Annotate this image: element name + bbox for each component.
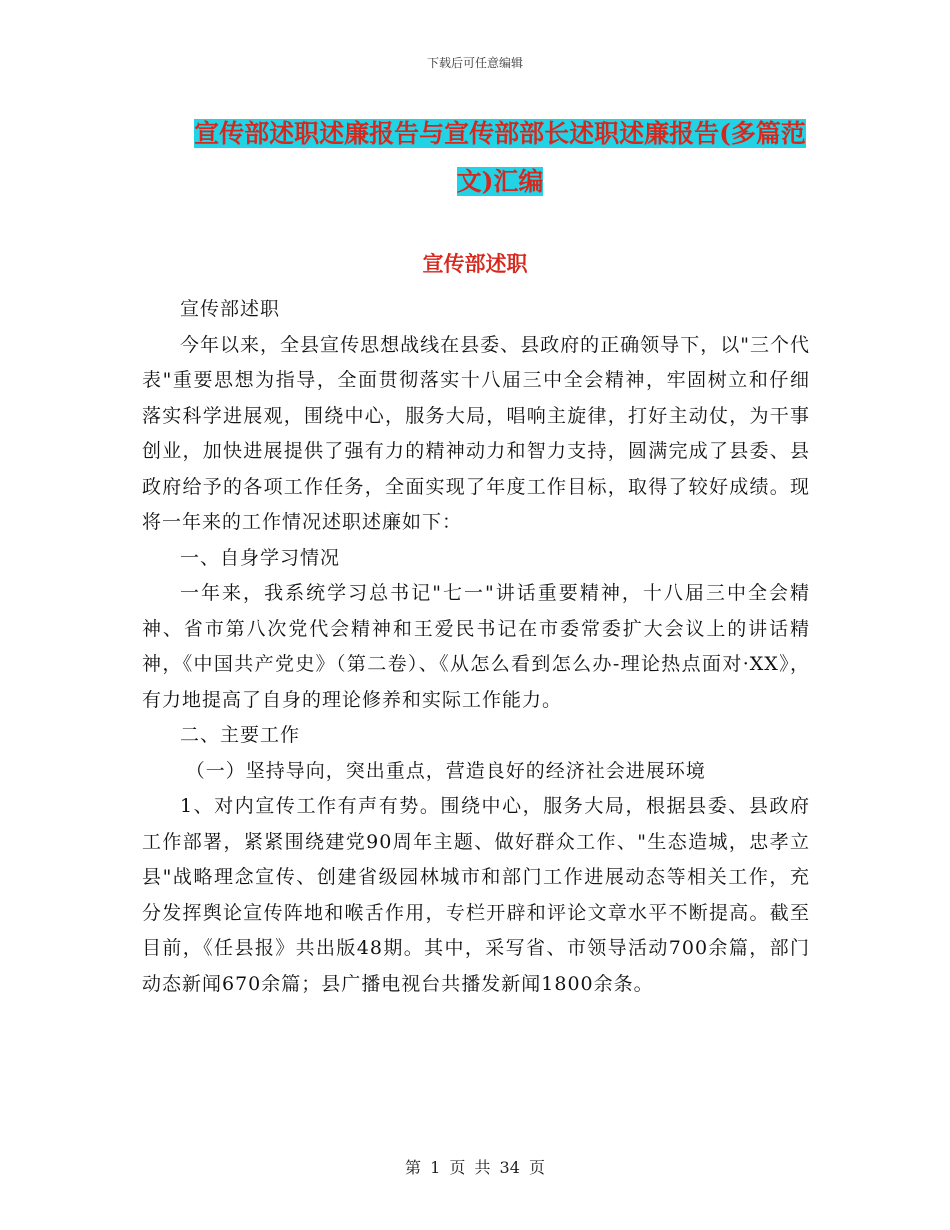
paragraph-heading: 二、主要工作: [180, 724, 301, 746]
document-body: [142, 292, 810, 1002]
paragraph: 1、对内宣传工作有声有势。围绕中心，服务大局，根据县委、县政府工作部署，紧紧围绕建党90周年主题、做好群众工作、"生态造城，忠孝立县"战略理念宣传、创建省级园林城市和部门工作进展动态等相关工作，充分发挥舆论宣传阵地和喉舌作用，专栏开辟和评论文章水平不断提高。截至目前，《任县报》共出版48期。其中，采写省、市领导活动700余篇，部门动态新闻670余篇；县广播电视台共播发新闻1800余条。: [142, 795, 810, 995]
paragraph: 今年以来，全县宣传思想战线在县委、县政府的正确领导下，以"三个代表"重要思想为指导，全面贯彻落实十八届三中全会精神，牢固树立和仔细落实科学进展观，围绕中心，服务大局，唱响主旋律，打好主动仗，为干事创业，加快进展提供了强有力的精神动力和智力支持，圆满完成了县委、县政府给予的各项工作任务，全面实现了年度工作目标，取得了较好成绩。现将一年来的工作情况述职述廉如下：: [142, 333, 810, 533]
paragraph-subheading: （一）坚持导向，突出重点，营造良好的经济社会进展环境: [185, 759, 706, 782]
section-title: 宣传部述职: [422, 251, 528, 276]
paragraph-heading: 一、自身学习情况: [180, 546, 341, 569]
page-number-footer: 第 1 页 共 34 页: [405, 1158, 545, 1177]
paragraph: 一年来，我系统学习总书记"七一"讲话重要精神，十八届三中全会精神、省市第八次党代会精神和王爱民书记在市委常委扩大会议上的讲话精神，《中国共产党史》（第二卷）、《从怎么看到怎么办-理论热点面对·XX》，有力地提高了自身的理论修养和实际工作能力。: [142, 582, 810, 711]
paragraph: 宣传部述职: [180, 298, 281, 320]
page-header-note: 下载后可任意编辑: [426, 56, 523, 70]
document-title-text: 宣传部述职述廉报告与宣传部部长述职述廉报告(多篇范文)汇编: [194, 119, 806, 196]
document-title: [180, 110, 820, 206]
